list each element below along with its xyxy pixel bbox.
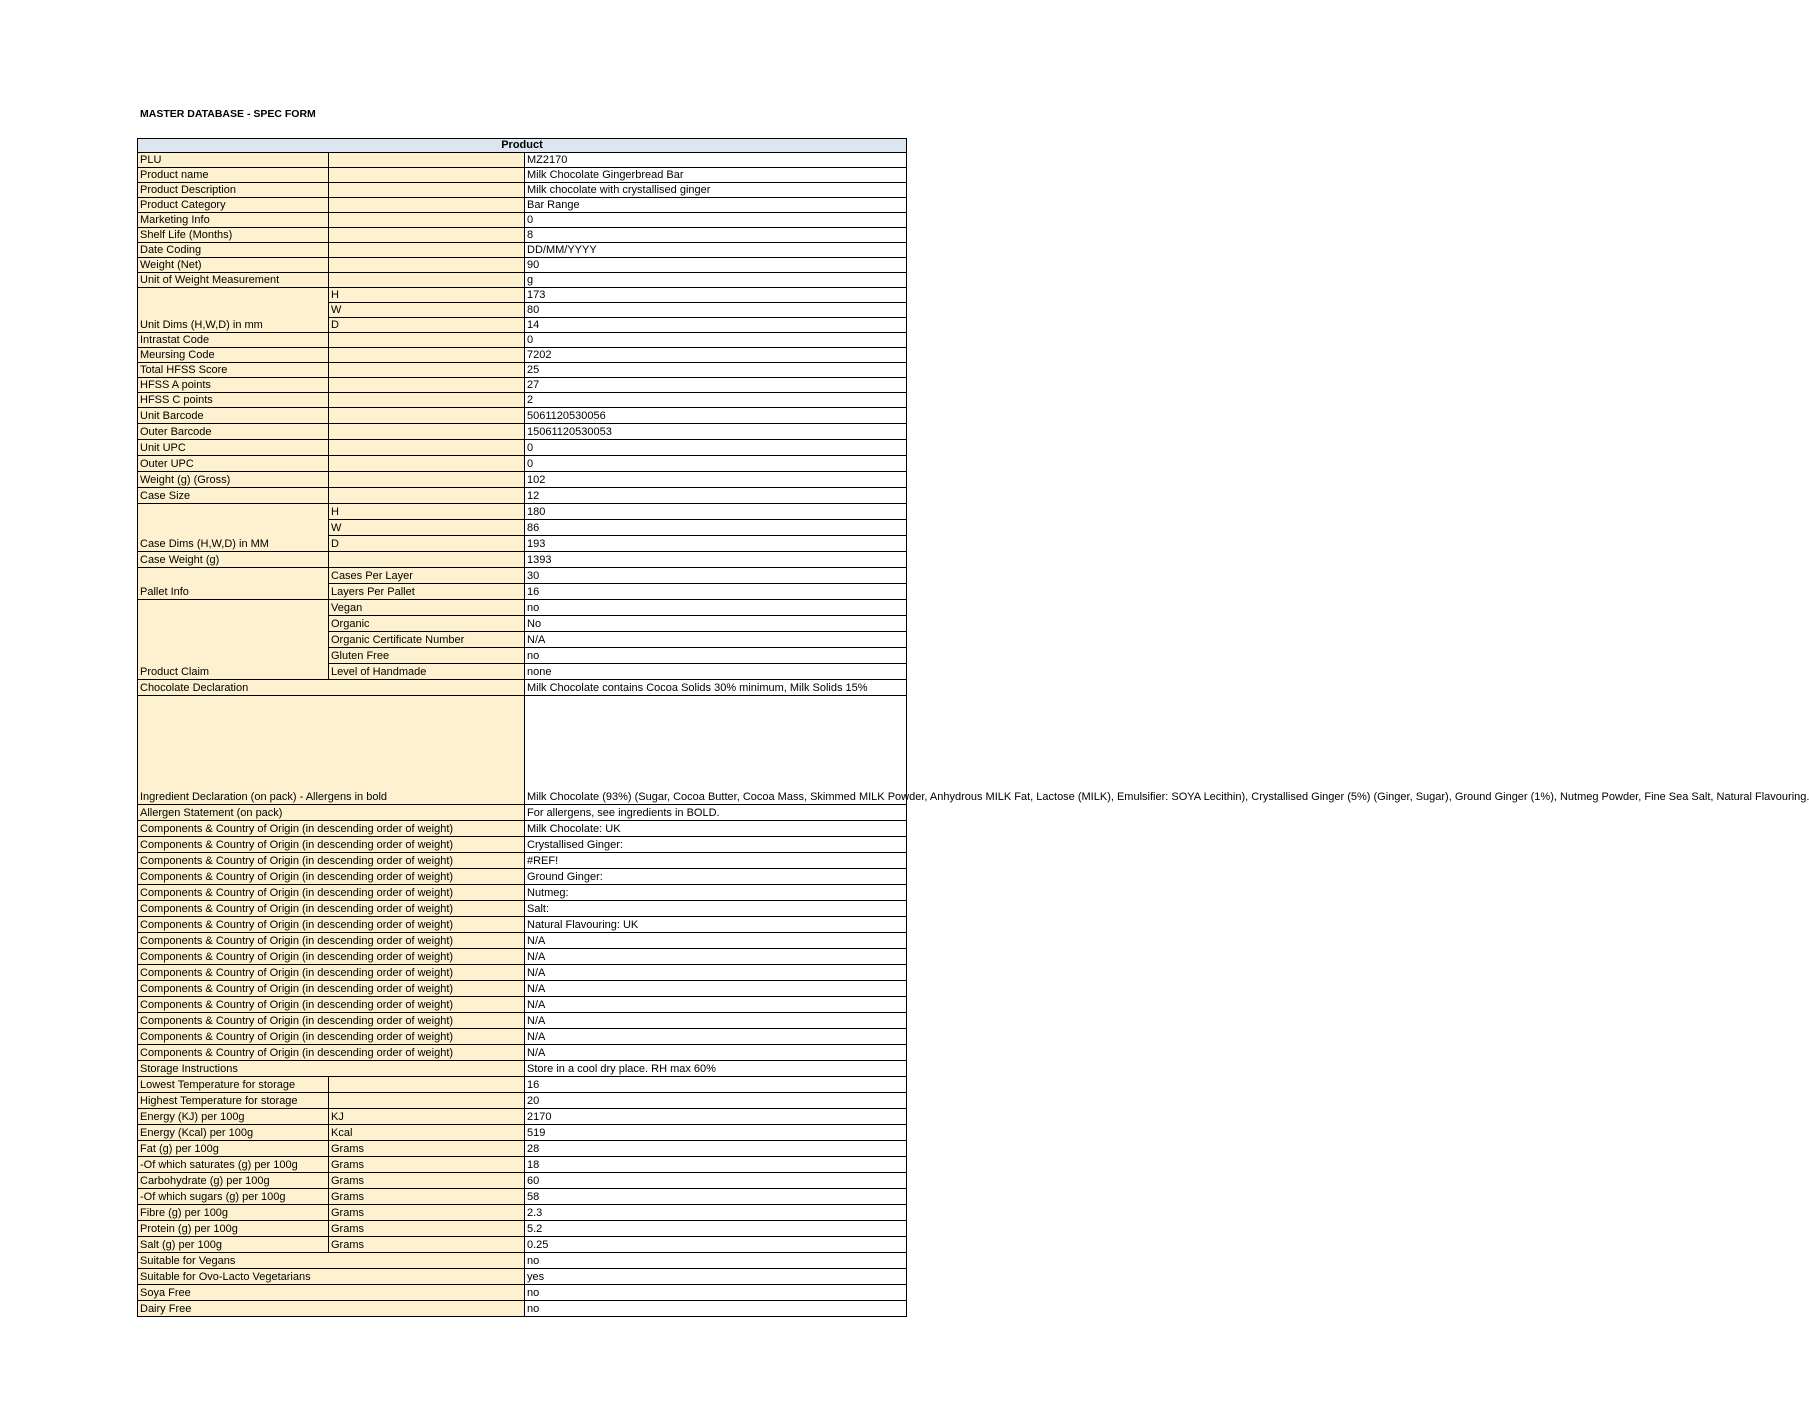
- component-label: Components & Country of Origin (in descending order of weight): [138, 981, 525, 997]
- pallet-info-label: Pallet Info: [138, 568, 329, 600]
- component-value: N/A: [525, 1045, 907, 1061]
- table-row: [138, 1269, 907, 1285]
- table-row: [138, 837, 907, 853]
- table-row: [138, 885, 907, 901]
- table-row: [138, 1205, 907, 1221]
- date-coding-label: Date Coding: [138, 243, 329, 258]
- hfss-c-label: HFSS C points: [138, 393, 329, 408]
- component-label: Components & Country of Origin (in descending order of weight): [138, 997, 525, 1013]
- allergen-statement-value: For allergens, see ingredients in BOLD.: [525, 805, 907, 821]
- table-row: [138, 869, 907, 885]
- unit-dims-w-label: W: [329, 303, 525, 318]
- component-label: Components & Country of Origin (in descending order of weight): [138, 901, 525, 917]
- component-value: Ground Ginger:: [525, 869, 907, 885]
- organic-cert-label: Organic Certificate Number: [329, 632, 525, 648]
- page-title: MASTER DATABASE - SPEC FORM: [140, 108, 316, 120]
- highest-temp-value: 20: [525, 1093, 907, 1109]
- case-dims-w-label: W: [329, 520, 525, 536]
- unit-barcode-value: 5061120530056: [525, 408, 907, 424]
- organic-cert-value: N/A: [525, 632, 907, 648]
- outer-barcode-label: Outer Barcode: [138, 424, 329, 440]
- component-label: Components & Country of Origin (in descending order of weight): [138, 965, 525, 981]
- nutrition-label: Fat (g) per 100g: [138, 1141, 329, 1157]
- case-weight-label: Case Weight (g): [138, 552, 329, 568]
- product-category-label: Product Category: [138, 198, 329, 213]
- outer-barcode-value: 15061120530053: [525, 424, 907, 440]
- case-dims-h-value: 180: [525, 504, 907, 520]
- case-weight-value: 1393: [525, 552, 907, 568]
- plu-label: PLU: [138, 153, 329, 168]
- component-value: N/A: [525, 949, 907, 965]
- allergen-statement-label: Allergen Statement (on pack): [138, 805, 525, 821]
- suitability-value: no: [525, 1285, 907, 1301]
- handmade-label: Level of Handmade: [329, 664, 525, 680]
- suitability-value: no: [525, 1253, 907, 1269]
- nutrition-unit: Grams: [329, 1205, 525, 1221]
- case-dims-w-value: 86: [525, 520, 907, 536]
- shelf-life-label: Shelf Life (Months): [138, 228, 329, 243]
- total-hfss-value: 25: [525, 363, 907, 378]
- layers-per-pallet-value: 16: [525, 584, 907, 600]
- component-label: Components & Country of Origin (in descending order of weight): [138, 1029, 525, 1045]
- nutrition-unit: Grams: [329, 1173, 525, 1189]
- vegan-value: no: [525, 600, 907, 616]
- section-header: Product: [138, 139, 907, 153]
- component-label: Components & Country of Origin (in descending order of weight): [138, 933, 525, 949]
- case-size-value: 12: [525, 488, 907, 504]
- layers-per-pallet-label: Layers Per Pallet: [329, 584, 525, 600]
- plu-value: MZ2170: [525, 153, 907, 168]
- case-dims-h-label: H: [329, 504, 525, 520]
- suitability-section: [138, 1253, 907, 1317]
- date-coding-value: DD/MM/YYYY: [525, 243, 907, 258]
- outer-upc-label: Outer UPC: [138, 456, 329, 472]
- suitability-label: Suitable for Vegans: [138, 1253, 525, 1269]
- highest-temp-label: Highest Temperature for storage: [138, 1093, 329, 1109]
- nutrition-unit: KJ: [329, 1109, 525, 1125]
- marketing-info-label: Marketing Info: [138, 213, 329, 228]
- unit-dims-label: Unit Dims (H,W,D) in mm: [138, 288, 329, 333]
- unit-of-weight-value: g: [525, 273, 907, 288]
- component-value: N/A: [525, 933, 907, 949]
- case-dims-d-value: 193: [525, 536, 907, 552]
- product-description-value: Milk chocolate with crystallised ginger: [525, 183, 907, 198]
- chocolate-declaration-value: Milk Chocolate contains Cocoa Solids 30% minimum, Milk Solids 15%: [525, 680, 907, 696]
- organic-value: No: [525, 616, 907, 632]
- component-value: N/A: [525, 1013, 907, 1029]
- product-description-label: Product Description: [138, 183, 329, 198]
- lowest-temp-value: 16: [525, 1077, 907, 1093]
- organic-label: Organic: [329, 616, 525, 632]
- table-row: [138, 1221, 907, 1237]
- component-label: Components & Country of Origin (in descending order of weight): [138, 1013, 525, 1029]
- hfss-c-value: 2: [525, 393, 907, 408]
- hfss-a-label: HFSS A points: [138, 378, 329, 393]
- unit-dims-h-label: H: [329, 288, 525, 303]
- component-label: Components & Country of Origin (in descending order of weight): [138, 821, 525, 837]
- table-row: [138, 1141, 907, 1157]
- nutrition-value: 60: [525, 1173, 907, 1189]
- table-row: [138, 933, 907, 949]
- nutrition-section: [138, 1109, 907, 1253]
- component-value: Milk Chocolate: UK: [525, 821, 907, 837]
- component-label: Components & Country of Origin (in descending order of weight): [138, 949, 525, 965]
- nutrition-label: Energy (KJ) per 100g: [138, 1109, 329, 1125]
- outer-upc-value: 0: [525, 456, 907, 472]
- nutrition-unit: Grams: [329, 1157, 525, 1173]
- table-row: [138, 981, 907, 997]
- table-row: [138, 1157, 907, 1173]
- nutrition-unit: Grams: [329, 1141, 525, 1157]
- product-category-value: Bar Range: [525, 198, 907, 213]
- weight-net-value: 90: [525, 258, 907, 273]
- chocolate-declaration-label: Chocolate Declaration: [138, 680, 525, 696]
- suitability-label: Suitable for Ovo-Lacto Vegetarians: [138, 1269, 525, 1285]
- table-row: [138, 1253, 907, 1269]
- shelf-life-value: 8: [525, 228, 907, 243]
- ingredient-declaration-label: Ingredient Declaration (on pack) - Allergens in bold: [138, 696, 525, 805]
- weight-gross-label: Weight (g) (Gross): [138, 472, 329, 488]
- total-hfss-label: Total HFSS Score: [138, 363, 329, 378]
- nutrition-unit: Grams: [329, 1221, 525, 1237]
- nutrition-value: 2.3: [525, 1205, 907, 1221]
- nutrition-value: 2170: [525, 1109, 907, 1125]
- table-row: [138, 1109, 907, 1125]
- product-name-value: Milk Chocolate Gingerbread Bar: [525, 168, 907, 183]
- component-label: Components & Country of Origin (in descending order of weight): [138, 853, 525, 869]
- hfss-a-value: 27: [525, 378, 907, 393]
- product-claim-label: Product Claim: [138, 600, 329, 680]
- table-row: [138, 965, 907, 981]
- suitability-value: yes: [525, 1269, 907, 1285]
- nutrition-label: Carbohydrate (g) per 100g: [138, 1173, 329, 1189]
- gluten-free-label: Gluten Free: [329, 648, 525, 664]
- unit-upc-value: 0: [525, 440, 907, 456]
- table-row: [138, 853, 907, 869]
- nutrition-unit: Grams: [329, 1189, 525, 1205]
- nutrition-label: Fibre (g) per 100g: [138, 1205, 329, 1221]
- table-row: [138, 821, 907, 837]
- meursing-code-value: 7202: [525, 348, 907, 363]
- nutrition-value: 5.2: [525, 1221, 907, 1237]
- unit-upc-label: Unit UPC: [138, 440, 329, 456]
- unit-barcode-label: Unit Barcode: [138, 408, 329, 424]
- nutrition-value: 28: [525, 1141, 907, 1157]
- table-row: [138, 1045, 907, 1061]
- intrastat-code-label: Intrastat Code: [138, 333, 329, 348]
- product-name-label: Product name: [138, 168, 329, 183]
- table-row: [138, 901, 907, 917]
- nutrition-value: 519: [525, 1125, 907, 1141]
- nutrition-value: 18: [525, 1157, 907, 1173]
- meursing-code-label: Meursing Code: [138, 348, 329, 363]
- component-label: Components & Country of Origin (in descending order of weight): [138, 917, 525, 933]
- nutrition-label: Energy (Kcal) per 100g: [138, 1125, 329, 1141]
- table-row: [138, 1173, 907, 1189]
- component-value: N/A: [525, 981, 907, 997]
- storage-value: Store in a cool dry place. RH max 60%: [525, 1061, 907, 1077]
- cases-per-layer-label: Cases Per Layer: [329, 568, 525, 584]
- components-section: [138, 821, 907, 1061]
- cases-per-layer-value: 30: [525, 568, 907, 584]
- table-row: [138, 1301, 907, 1317]
- spec-table: [137, 138, 1809, 1317]
- case-dims-d-label: D: [329, 536, 525, 552]
- suitability-label: Dairy Free: [138, 1301, 525, 1317]
- marketing-info-value: 0: [525, 213, 907, 228]
- component-value: Natural Flavouring: UK: [525, 917, 907, 933]
- nutrition-label: -Of which saturates (g) per 100g: [138, 1157, 329, 1173]
- component-value: Nutmeg:: [525, 885, 907, 901]
- nutrition-unit: Kcal: [329, 1125, 525, 1141]
- component-value: N/A: [525, 1029, 907, 1045]
- component-value: #REF!: [525, 853, 907, 869]
- nutrition-label: Salt (g) per 100g: [138, 1237, 329, 1253]
- component-value: N/A: [525, 997, 907, 1013]
- case-dims-label: Case Dims (H,W,D) in MM: [138, 504, 329, 552]
- table-row: [138, 1285, 907, 1301]
- nutrition-value: 0.25: [525, 1237, 907, 1253]
- component-value: N/A: [525, 965, 907, 981]
- gluten-free-value: no: [525, 648, 907, 664]
- intrastat-code-value: 0: [525, 333, 907, 348]
- component-value: Crystallised Ginger:: [525, 837, 907, 853]
- suitability-label: Soya Free: [138, 1285, 525, 1301]
- table-row: [138, 1125, 907, 1141]
- nutrition-label: Protein (g) per 100g: [138, 1221, 329, 1237]
- table-row: [138, 1237, 907, 1253]
- handmade-value: none: [525, 664, 907, 680]
- unit-dims-h-value: 173: [525, 288, 907, 303]
- weight-gross-value: 102: [525, 472, 907, 488]
- table-row: [138, 917, 907, 933]
- component-label: Components & Country of Origin (in descending order of weight): [138, 885, 525, 901]
- weight-net-label: Weight (Net): [138, 258, 329, 273]
- unit-of-weight-label: Unit of Weight Measurement: [138, 273, 329, 288]
- unit-dims-d-label: D: [329, 318, 525, 333]
- nutrition-unit: Grams: [329, 1237, 525, 1253]
- component-label: Components & Country of Origin (in descending order of weight): [138, 837, 525, 853]
- table-row: [138, 1189, 907, 1205]
- case-size-label: Case Size: [138, 488, 329, 504]
- vegan-label: Vegan: [329, 600, 525, 616]
- ingredient-declaration-value: Milk Chocolate (93%) (Sugar, Cocoa Butter, Cocoa Mass, Skimmed MILK Powder, Anhydrous MILK Fat, Lactose (MILK), Emulsifier: SOYA Lecithin), Crystallised Ginger (5%) (Ginger, Sugar), Ground Ginger (1%), Nutmeg Powder, Fine Sea Salt, Natural Flavouring.: [525, 696, 907, 805]
- table-row: [138, 1029, 907, 1045]
- storage-label: Storage Instructions: [138, 1061, 525, 1077]
- component-label: Components & Country of Origin (in descending order of weight): [138, 869, 525, 885]
- table-row: [138, 1013, 907, 1029]
- nutrition-value: 58: [525, 1189, 907, 1205]
- lowest-temp-label: Lowest Temperature for storage: [138, 1077, 329, 1093]
- unit-dims-w-value: 80: [525, 303, 907, 318]
- suitability-value: no: [525, 1301, 907, 1317]
- component-value: Salt:: [525, 901, 907, 917]
- component-label: Components & Country of Origin (in descending order of weight): [138, 1045, 525, 1061]
- nutrition-label: -Of which sugars (g) per 100g: [138, 1189, 329, 1205]
- unit-dims-d-value: 14: [525, 318, 907, 333]
- table-row: [138, 997, 907, 1013]
- table-row: [138, 949, 907, 965]
